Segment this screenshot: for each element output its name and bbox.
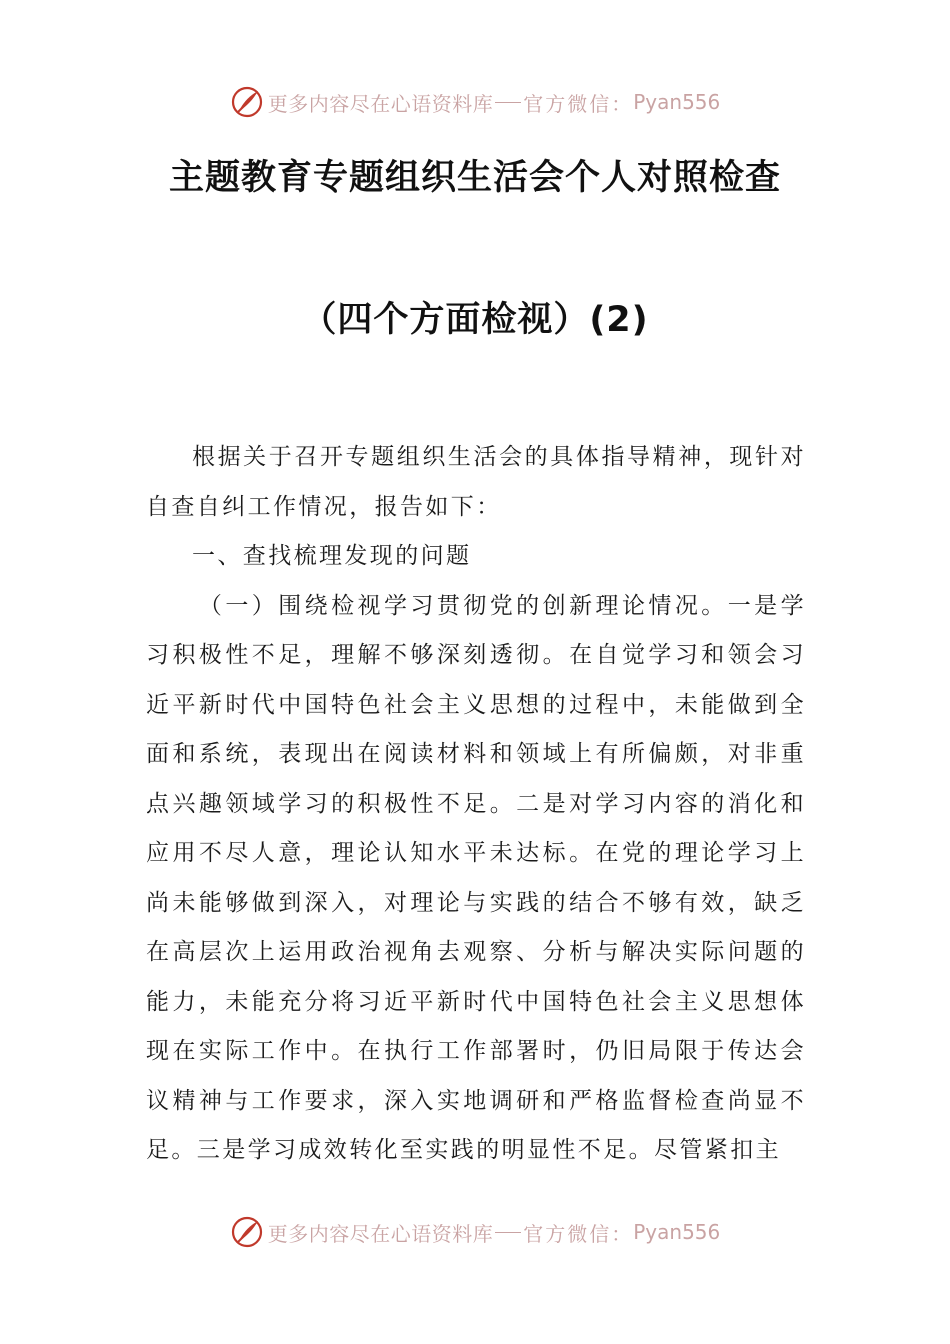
watermark-separator bbox=[495, 102, 521, 103]
section-heading: 一、查找梳理发现的问题 bbox=[192, 543, 472, 569]
watermark-separator bbox=[495, 1232, 521, 1233]
intro-paragraph: 根据关于召开专题组织生活会的具体指导精神，现针对自查自纠工作情况，报告如下： bbox=[146, 444, 806, 520]
watermark-wechat-id: Pyan556 bbox=[633, 90, 721, 114]
watermark-text: 更多内容尽在心语资料库 bbox=[267, 91, 494, 116]
document-body bbox=[146, 433, 806, 1176]
quill-logo-icon bbox=[230, 1215, 264, 1249]
watermark-wechat-label: 官方微信： bbox=[523, 91, 634, 116]
watermark-text: 更多内容尽在心语资料库 bbox=[267, 1221, 494, 1246]
section-item-paragraph: （一）围绕检视学习贯彻党的创新理论情况。一是学习积极性不足，理解不够深刻透彻。在自觉学习和领会习近平新时代中国特色社会主义思想的过程中，未能做到全面和系统，表现出在阅读材料和领域上有所偏颇，对非重点兴趣领域学习的积极性不足。二是对学习内容的消化和应用不尽人意，理论认知水平未达标。在党的理论学习上尚未能够做到深入，对理论与实践的结合不够有效，缺乏在高层次上运用政治视角去观察、分析与解决实际问题的能力，未能充分将习近平新时代中国特色社会主义思想体现在实际工作中。在执行工作部署时，仍旧局限于传达会议精神与工作要求，深入实地调研和严格监督检查尚显不足。三是学习成效转化至实践的明显性不足。尽管紧扣主 bbox=[146, 592, 806, 1163]
watermark-banner-top bbox=[0, 80, 950, 124]
document-title-line2: （四个方面检视）(2) bbox=[301, 300, 649, 340]
watermark-wechat-id: Pyan556 bbox=[633, 1220, 721, 1244]
watermark-wechat-label: 官方微信： bbox=[523, 1221, 634, 1246]
watermark-banner-bottom bbox=[0, 1210, 950, 1254]
quill-logo-icon bbox=[230, 85, 264, 119]
document-title-line1: 主题教育专题组织生活会个人对照检查 bbox=[168, 158, 781, 198]
